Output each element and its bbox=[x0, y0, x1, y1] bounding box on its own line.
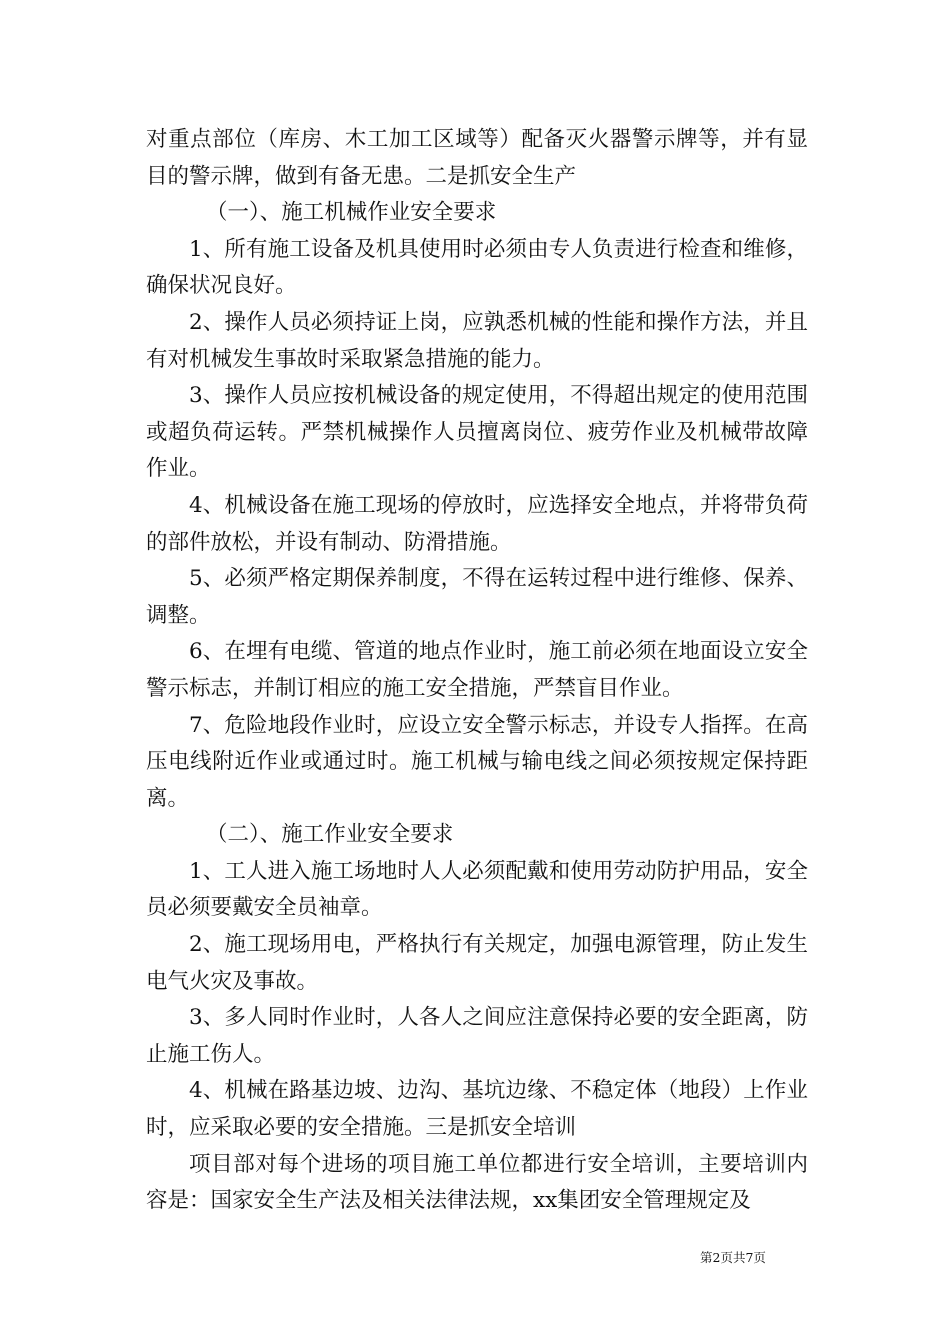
list-item: 2、操作人员必须持证上岗，应孰悉机械的性能和操作方法，并且有对机械发生事故时采取紧急措施的能力。 bbox=[146, 309, 808, 372]
paragraph-continuation: 对重点部位（库房、木工加工区域等）配备灭火器警示牌等，并有显目的警示牌，做到有备无患。二是抓安全生产 bbox=[146, 127, 808, 189]
section-heading-construction: （二）、施工作业安全要求 bbox=[206, 822, 454, 848]
section-heading-machinery: （一）、施工机械作业安全要求 bbox=[206, 200, 497, 226]
list-item: 5、必须严格定期保养制度，不得在运转过程中进行维修、保养、调整。 bbox=[146, 566, 808, 628]
page-number-footer: 第2页共7页 bbox=[700, 1250, 766, 1265]
document-body bbox=[146, 122, 808, 1220]
list-item: 4、机械在路基边坡、边沟、基坑边缘、不稳定体（地段）上作业时，应采取必要的安全措施。三是抓安全培训 bbox=[146, 1078, 808, 1141]
list-item: 6、在埋有电缆、管道的地点作业时，施工前必须在地面设立安全警示标志，并制订相应的施工安全措施，严禁盲目作业。 bbox=[146, 639, 808, 701]
list-item: 7、危险地段作业时，应设立安全警示标志，并设专人指挥。在高压电线附近作业或通过时。施工机械与输电线之间必须按规定保持距离。 bbox=[146, 712, 808, 811]
list-item: 2、施工现场用电，严格执行有关规定，加强电源管理，防止发生电气火灾及事故。 bbox=[146, 932, 808, 994]
paragraph-training: 项目部对每个进场的项目施工单位都进行安全培训，主要培训内容是：国家安全生产法及相关法律法规，xx集团安全管理规定及 bbox=[146, 1151, 808, 1214]
list-item: 1、工人进入施工场地时人人必须配戴和使用劳动防护用品，安全员必须要戴安全员袖章。 bbox=[146, 858, 808, 921]
list-item: 3、操作人员应按机械设备的规定使用，不得超出规定的使用范围或超负荷运转。严禁机械操作人员擅离岗位、疲劳作业及机械带故障作业。 bbox=[146, 383, 808, 482]
list-item: 4、机械设备在施工现场的停放时，应选择安全地点，并将带负荷的部件放松，并设有制动、防滑措施。 bbox=[146, 492, 808, 555]
list-item: 1、所有施工设备及机具使用时必须由专人负责进行检查和维修，确保状况良好。 bbox=[146, 236, 808, 299]
list-item: 3、多人同时作业时，人各人之间应注意保持必要的安全距离，防止施工伤人。 bbox=[146, 1005, 808, 1067]
